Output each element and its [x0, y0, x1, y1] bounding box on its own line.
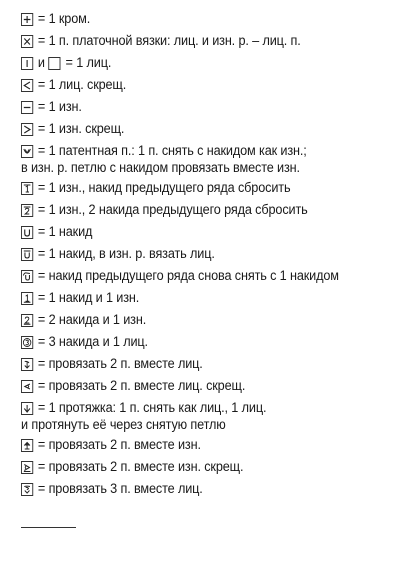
legend-text: в изн. р. петлю с накидом провязать вместе изн.	[21, 160, 300, 175]
dec3-box-icon	[21, 483, 33, 496]
horizontal-bar-box-icon	[21, 101, 33, 114]
legend-text: = 1 п. платочной вязки: лиц. и изн. р. – лиц. п.	[37, 33, 301, 48]
v-arc-box-icon	[21, 145, 33, 158]
legend-row-k2tog-twisted	[21, 375, 388, 397]
num2-box-icon	[21, 314, 33, 327]
legend-text: = 1 накид	[37, 224, 93, 239]
legend-text-and: и	[37, 55, 45, 70]
legend-row-knit	[21, 52, 388, 74]
legend-text: = накид предыдущего ряда снова снять с 1 накидом	[37, 268, 339, 283]
legend-text: = 1 накид, в изн. р. вязать лиц.	[37, 246, 215, 261]
legend-row-purl-drop-1	[21, 177, 388, 199]
vertical-bar-box-icon	[21, 57, 33, 70]
legend-row-garter	[21, 30, 388, 52]
legend-text: = провязать 2 п. вместе лиц. скрещ.	[37, 378, 246, 393]
legend-row-k3tog	[21, 478, 388, 500]
legend-row-slip-yarn-over	[21, 265, 388, 287]
legend-row-purl-drop-2	[21, 199, 388, 221]
dec-right-box-icon	[21, 358, 33, 371]
legend-row-slip-knit-pass-continued	[21, 416, 388, 434]
legend-text: = 3 накида и 1 лиц.	[37, 334, 148, 349]
legend-text: = 1 кром.	[37, 11, 91, 26]
legend-text: = 1 накид и 1 изн.	[37, 290, 140, 305]
plus-box-icon	[21, 13, 33, 26]
u-box-icon	[21, 226, 33, 239]
legend-text: = 1 изн., 2 накида предыдущего ряда сбросить	[37, 202, 308, 217]
dec-left-box-icon	[21, 380, 33, 393]
num3-box-icon	[21, 336, 33, 349]
legend-text: = 1 протяжка: 1 п. снять как лиц., 1 лиц.	[37, 400, 267, 415]
legend-text: = провязать 2 п. вместе изн.	[37, 437, 201, 452]
left-chevron-box-icon	[21, 79, 33, 92]
legend-row-yarn-over-knit	[21, 243, 388, 265]
symbol-legend	[21, 8, 411, 500]
legend-text: = 1 лиц. скрещ.	[37, 77, 127, 92]
purl-dec-box-icon	[21, 439, 33, 452]
legend-text: = провязать 2 п. вместе лиц.	[37, 356, 203, 371]
legend-row-yo1-purl	[21, 287, 388, 309]
legend-text: = 1 изн., накид предыдущего ряда сбросить	[37, 180, 291, 195]
legend-row-brioche-continued	[21, 159, 388, 177]
legend-row-p2tog-twisted	[21, 456, 388, 478]
legend-text: = 1 лиц.	[65, 55, 112, 70]
down-arrow-box-icon	[21, 402, 33, 415]
num1-bar-box-icon	[21, 182, 33, 195]
purl-dec-twist-box-icon	[21, 461, 33, 474]
legend-row-k2tog	[21, 353, 388, 375]
x-box-icon	[21, 35, 33, 48]
slip-u-box-icon	[21, 270, 33, 283]
legend-text: = провязать 2 п. вместе изн. скрещ.	[37, 459, 244, 474]
legend-row-edge-stitch	[21, 8, 388, 30]
legend-row-yarn-over	[21, 221, 388, 243]
legend-row-knit-twisted	[21, 74, 388, 96]
u-bar-box-icon	[21, 248, 33, 261]
legend-row-p2tog	[21, 434, 388, 456]
legend-text: = провязать 3 п. вместе лиц.	[37, 481, 203, 496]
num2-bar-box-icon	[21, 204, 33, 217]
legend-row-yo3-knit	[21, 331, 388, 353]
legend-text: = 1 патентная п.: 1 п. снять с накидом как изн.;	[37, 143, 307, 158]
legend-text: = 1 изн. скрещ.	[37, 121, 125, 136]
legend-row-yo2-purl	[21, 309, 388, 331]
legend-row-purl	[21, 96, 388, 118]
empty-box-icon	[49, 57, 61, 70]
footnote-divider	[21, 527, 76, 528]
right-chevron-box-icon	[21, 123, 33, 136]
num1-box-icon	[21, 292, 33, 305]
legend-text: и протянуть её через снятую петлю	[21, 417, 226, 432]
legend-text: = 1 изн.	[37, 99, 82, 114]
legend-text: = 2 накида и 1 изн.	[37, 312, 147, 327]
legend-row-purl-twisted	[21, 118, 388, 140]
